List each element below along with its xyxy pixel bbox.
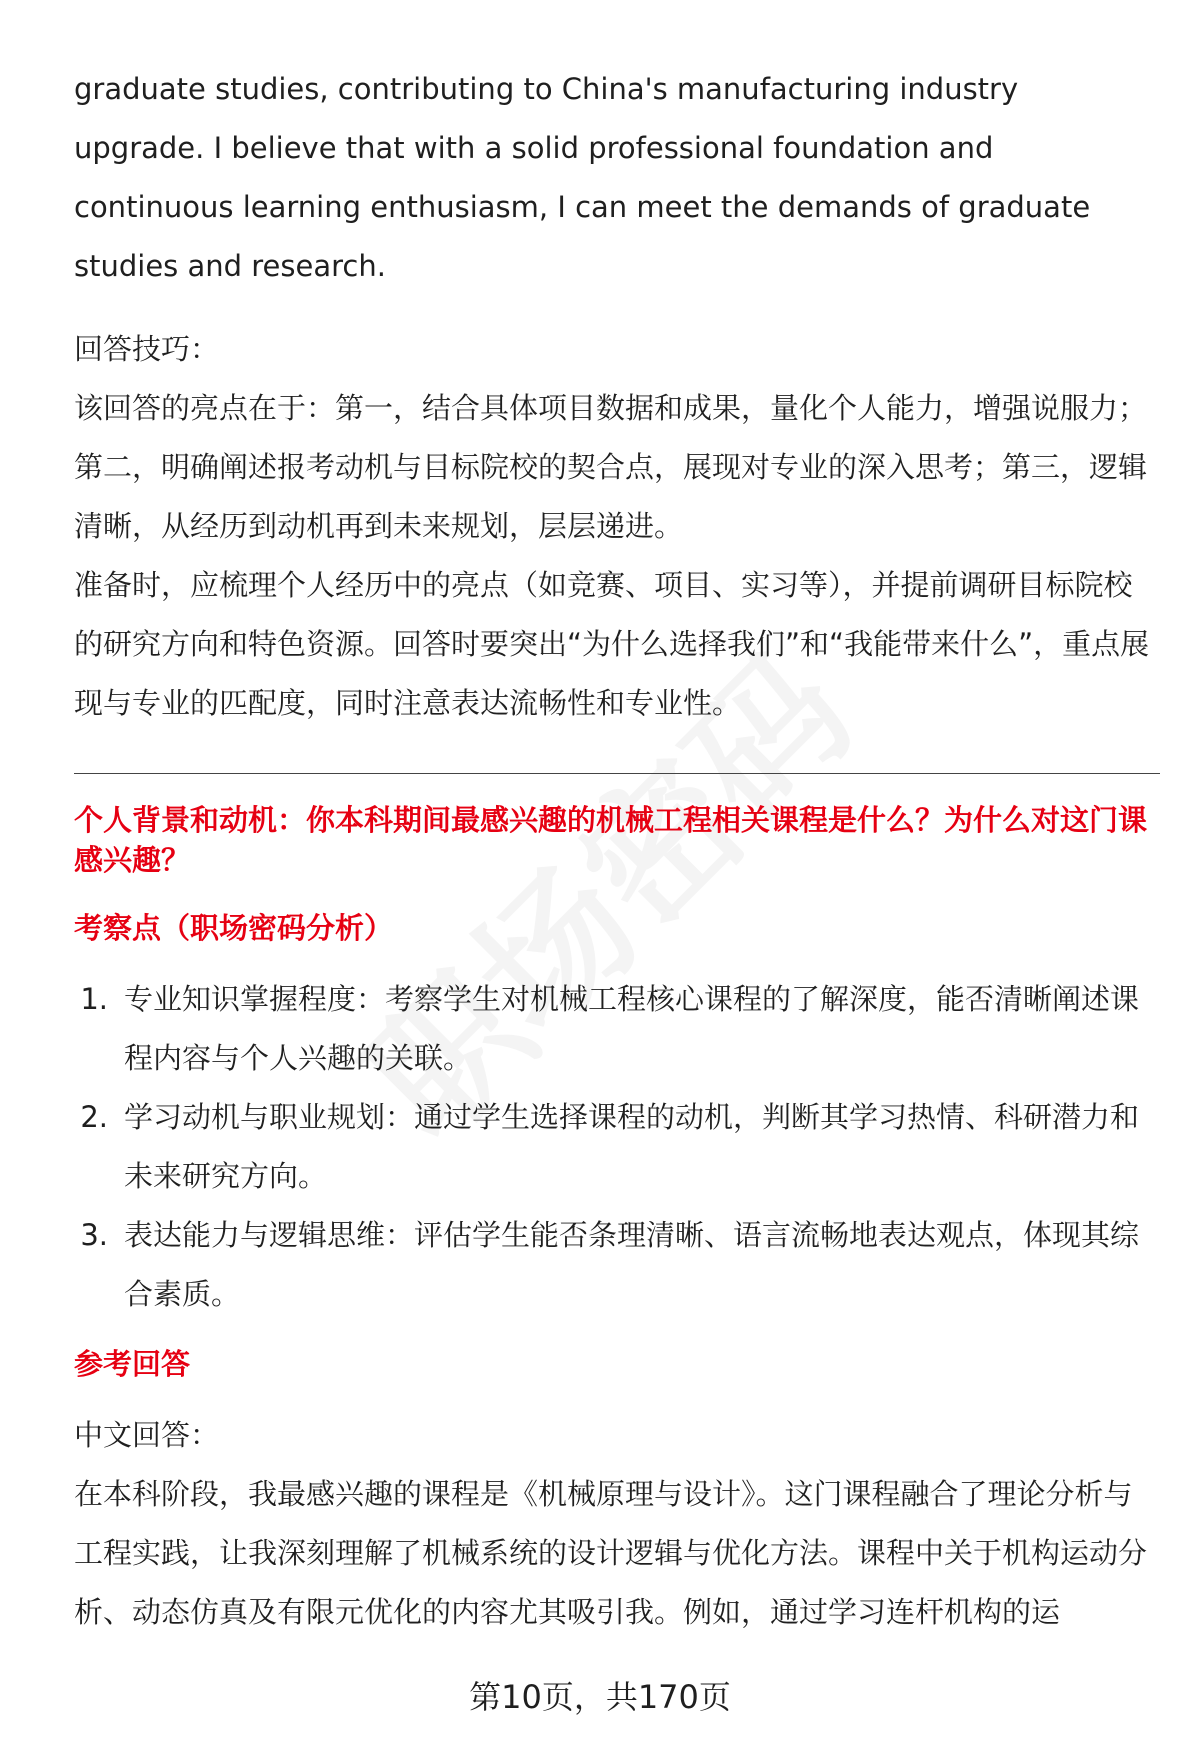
reference-heading: 参考回答 (74, 1347, 191, 1381)
list-item-number: 3. (80, 1218, 108, 1252)
analysis-heading: 考察点（职场密码分析） (74, 911, 394, 945)
list-item-text: 表达能力与逻辑思维：评估学生能否条理清晰、语言流畅地表达观点，体现其综合素质。 (124, 1218, 1140, 1311)
tips-paragraph-1: 该回答的亮点在于：第一，结合具体项目数据和成果，量化个人能力，增强说服力；第二，明确阐述报考动机与目标院校的契合点，展现对专业的深入思考；第三，逻辑清晰，从经历到动机再到未来规划，层层递进。 (74, 391, 1148, 543)
list-item (74, 970, 1154, 1088)
section-divider (74, 773, 1160, 774)
intro-english-paragraph: graduate studies, contributing to China's manufacturing industry upgrade. I believe that with a solid professional foundation and continuous learning enthusiasm, I can meet the demands of graduate studies and research. (74, 72, 1091, 283)
page-number-footer: 第10页，共170页 (469, 1678, 731, 1716)
list-item-number: 2. (80, 1100, 108, 1134)
tips-label: 回答技巧： (74, 332, 220, 366)
analysis-points-list (74, 970, 1154, 1324)
list-item (74, 1206, 1154, 1324)
list-item-text: 学习动机与职业规划：通过学生选择课程的动机，判断其学习热情、科研潜力和未来研究方向。 (124, 1100, 1140, 1193)
chinese-answer-label: 中文回答： (74, 1418, 220, 1452)
question-title: 个人背景和动机：你本科期间最感兴趣的机械工程相关课程是什么？为什么对这门课感兴趣？ (74, 803, 1148, 877)
page-content (74, 60, 1154, 1642)
list-item-number: 1. (80, 982, 108, 1016)
list-item-text: 专业知识掌握程度：考察学生对机械工程核心课程的了解深度，能否清晰阐述课程内容与个人兴趣的关联。 (124, 982, 1140, 1075)
list-item (74, 1088, 1154, 1206)
chinese-answer-text: 在本科阶段，我最感兴趣的课程是《机械原理与设计》。这门课程融合了理论分析与工程实践，让我深刻理解了机械系统的设计逻辑与优化方法。课程中关于机构运动分析、动态仿真及有限元优化的内容尤其吸引我。例如，通过学习连杆机构的运 (74, 1477, 1148, 1629)
tips-paragraph-2: 准备时，应梳理个人经历中的亮点（如竞赛、项目、实习等），并提前调研目标院校的研究方向和特色资源。回答时要突出“为什么选择我们”和“我能带来什么”，重点展现与专业的匹配度，同时注意表达流畅性和专业性。 (74, 568, 1150, 720)
